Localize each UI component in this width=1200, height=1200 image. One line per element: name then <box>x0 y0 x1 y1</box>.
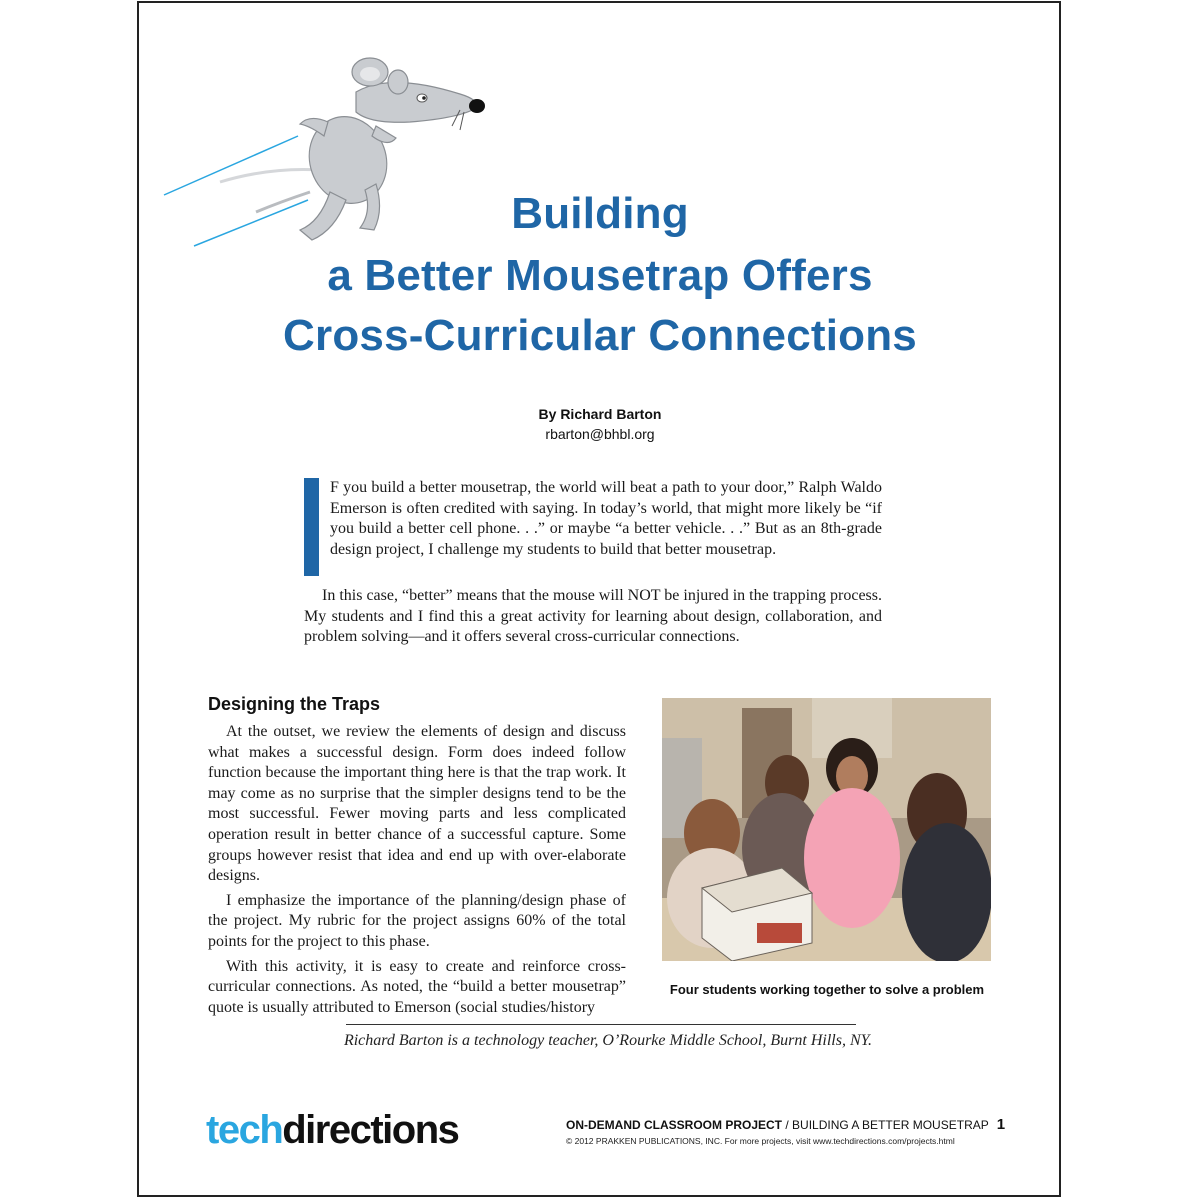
drop-cap-bar <box>304 478 319 576</box>
section-heading: Designing the Traps <box>208 694 381 714</box>
section-paragraph-1: At the outset, we review the elements of design and discuss what makes a successful design. Form does indeed follow function because the important thing here is that the trap work. It may come as no surprise that the simpler designs tend to be the most successful. Fewer moving parts and less complicated operation result in better chance of a successful capture. Some groups however resist that idea and end up with over-elaborate designs. <box>208 723 626 885</box>
divider-rule <box>346 1024 856 1025</box>
article-title-line-3: Cross-Curricular Connections <box>283 311 917 360</box>
logo-tech: tech <box>206 1108 283 1152</box>
classroom-photo <box>662 698 991 961</box>
author-bio: Richard Barton is a technology teacher, O’Rourke Middle School, Burnt Hills, NY. <box>343 1032 873 1049</box>
footer-series: ON-DEMAND CLASSROOM PROJECT <box>566 1118 783 1132</box>
intro-paragraph-2 <box>304 586 882 648</box>
intro-text-2: In this case, “better” means that the mouse will NOT be injured in the trapping process. My students and I find this a great activity for learning about design, collaboration, and problem solving—and it offers several cross-curricular connections. <box>304 587 882 646</box>
footer-separator: / <box>782 1118 793 1132</box>
article-title-line-1: Building <box>511 189 689 238</box>
footer-title <box>566 1116 1005 1133</box>
page-number: 1 <box>996 1116 1006 1133</box>
section-column <box>208 722 626 1018</box>
footer-project-title: BUILDING A BETTER MOUSETRAP <box>792 1118 989 1132</box>
footer-copyright: © 2012 PRAKKEN PUBLICATIONS, INC. For more projects, visit www.techdirections.com/projects.html <box>566 1136 955 1146</box>
article-title-line-2: a Better Mousetrap Offers <box>327 251 873 300</box>
intro-paragraph-1 <box>330 478 882 560</box>
author-email: rbarton@bhbl.org <box>545 426 655 442</box>
logo-directions: directions <box>282 1108 459 1152</box>
photo-caption: Four students working together to solve a problem <box>669 982 985 997</box>
byline: By Richard Barton <box>538 406 662 422</box>
intro-text-1: F you build a better mousetrap, the world will beat a path to your door,” Ralph Waldo Emerson is often credited with saying. In today’s world, that might more likely be “if you build a better cell phone. . .” or maybe “a better vehicle. . .” But as an 8th-grade design project, I challenge my students to build that better mousetrap. <box>330 479 882 558</box>
section-paragraph-3: With this activity, it is easy to create and reinforce cross-curricular connections. As noted, the “build a better mousetrap” quote is usually attributed to Emerson (social studies/history <box>208 957 626 1016</box>
techdirections-logo <box>206 1108 458 1152</box>
section-paragraph-2: I emphasize the importance of the planning/design phase of the project. My rubric for the project assigns 60% of the total points for the project to this phase. <box>208 891 626 950</box>
